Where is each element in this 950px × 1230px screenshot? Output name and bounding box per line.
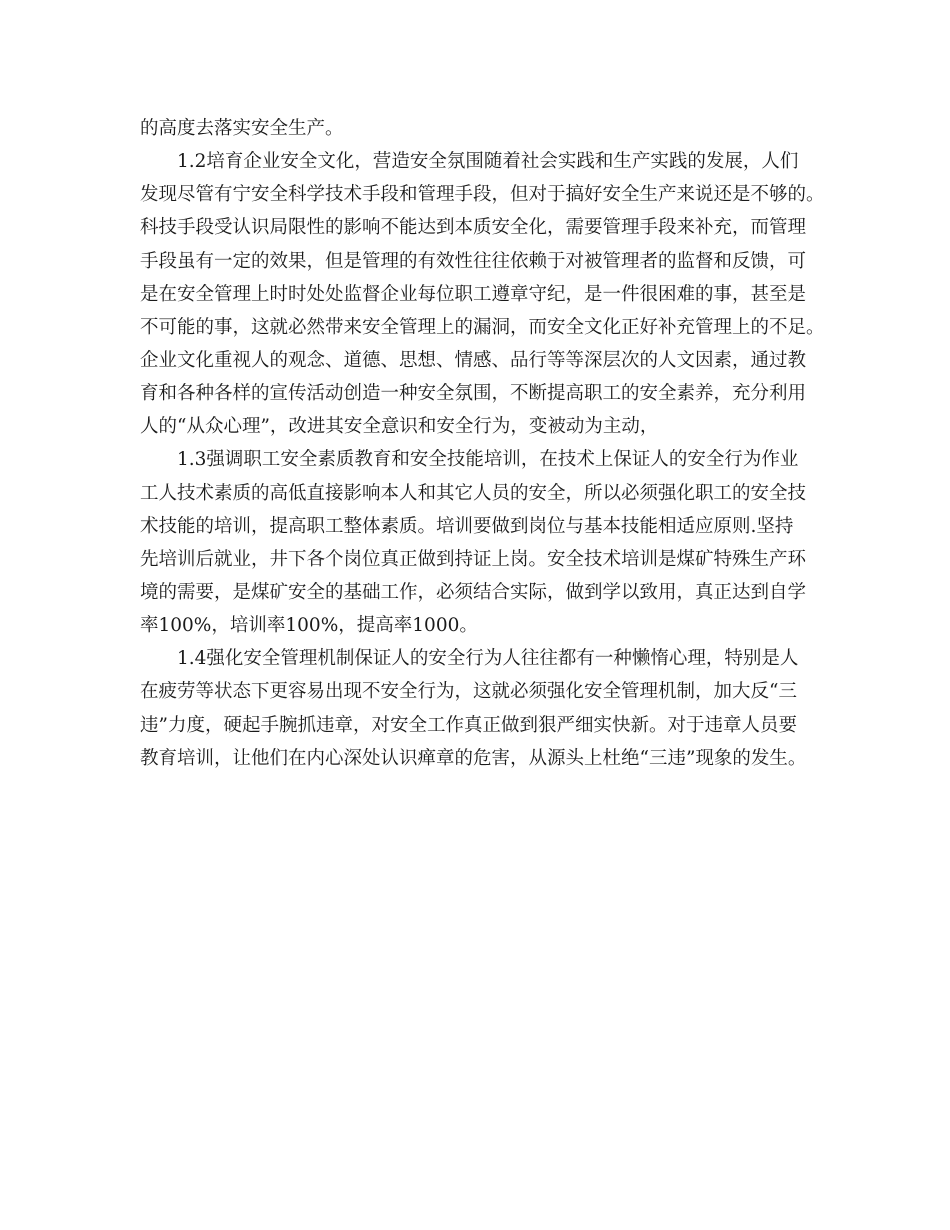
- text-line: 人的“从众心理”，改进其安全意识和安全行为，变被动为主动，: [140, 416, 659, 438]
- text-line: 的高度去落实安全生产。: [140, 118, 344, 139]
- text-line: 在疲劳等状态下更容易出现不安全行为，这就必须强化安全管理机制，加大反“三: [140, 681, 797, 703]
- document-body: [140, 112, 830, 775]
- text-line: 科技手段受认识局限性的影响不能达到本质安全化，需要管理手段来补充，而管理: [140, 217, 807, 239]
- text-line: 术技能的培训，提高职工整体素质。培训要做到岗位与基本技能相适应原则.坚持: [140, 515, 794, 537]
- text-line: 1.2培育企业安全文化，营造安全氛围随着社会实践和生产实践的发展，人们: [177, 151, 799, 173]
- text-line: 育和各种各样的宣传活动创造一种安全氛围，不断提高职工的安全素养，充分利用: [140, 383, 807, 405]
- text-line: 发现尽管有宁安全科学技术手段和管理手段，但对于搞好安全生产来说还是不够的。: [140, 184, 825, 206]
- text-line: 手段虽有一定的效果，但是管理的有效性往往依赖于对被管理者的监督和反馈，可: [140, 250, 807, 272]
- text-line: 1.4强化安全管理机制保证人的安全行为人往往都有一种懒惰心理，特别是人: [177, 648, 799, 670]
- text-line: 企业文化重视人的观念、道德、思想、情感、品行等等深层次的人文因素，通过教: [140, 349, 807, 371]
- text-line: 工人技术素质的高低直接影响本人和其它人员的安全，所以必须强化职工的安全技: [140, 482, 807, 504]
- text-line: 不可能的事，这就必然带来安全管理上的漏洞，而安全文化正好补充管理上的不足。: [140, 316, 825, 338]
- text-line: 先培训后就业，井下各个岗位真正做到持证上岗。安全技术培训是煤矿特殊生产环: [140, 548, 807, 570]
- text-line: 率100%，培训率100%，提高率1000。: [140, 615, 478, 637]
- text-line: 教育培训，让他们在内心深处认识瘅章的危害，从源头上杜绝“三违”现象的发生。: [140, 747, 807, 769]
- text-line: 境的需要，是煤矿安全的基础工作，必须结合实际，做到学以致用，真正达到自学: [140, 581, 807, 603]
- text-line: 是在安全管理上时时处处监督企业每位职工遵章守纪，是一件很困难的事，甚至是: [140, 283, 807, 305]
- text-line: 1.3强调职工安全素质教育和安全技能培训，在技术上保证人的安全行为作业: [177, 449, 799, 471]
- text-line: 违”力度，硬起手腕抓违章，对安全工作真正做到狠严细实快新。对于违章人员要: [140, 714, 797, 736]
